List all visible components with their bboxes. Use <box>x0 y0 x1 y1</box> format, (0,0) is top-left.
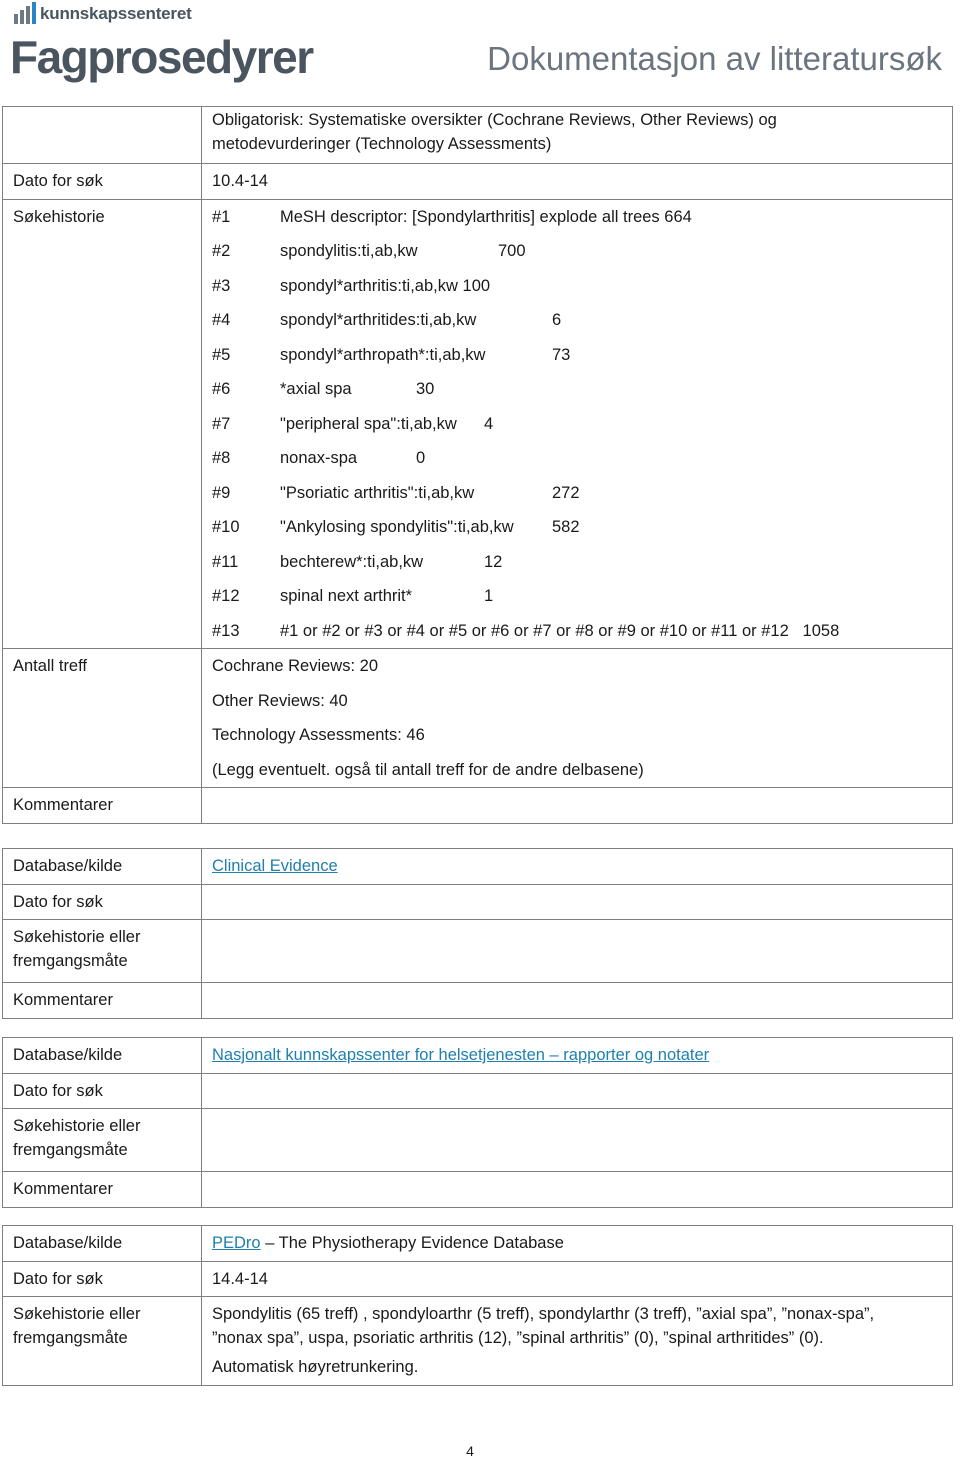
antall-note: (Legg eventuelt. også til antall treff for de andre delbasene) <box>212 760 644 779</box>
pedro-link[interactable]: PEDro <box>212 1234 261 1252</box>
sokehistorie-label-1: Søkehistorie eller <box>13 928 141 946</box>
dato-label: Dato for søk <box>13 1269 103 1288</box>
kommentarer-cell <box>202 788 953 824</box>
query-row: #3 spondyl*arthritis:ti,ab,kw 100 <box>212 276 491 295</box>
kunnskapssenteret-logo <box>14 2 192 24</box>
sokehistorie-label-1: Søkehistorie eller <box>13 1305 141 1323</box>
search-table-2 <box>2 848 953 1019</box>
query-row: #12 spinal next arthrit* 1 <box>212 587 494 605</box>
query-row: #1 MeSH descriptor: [Spondylarthritis] explode all trees 664 <box>212 207 692 226</box>
query-row: #10 "Ankylosing spondylitis":ti,ab,kw 582 <box>212 518 580 536</box>
brand-logo: Fagprosedyrer <box>10 31 313 83</box>
kunnskapssenter-link[interactable]: Nasjonalt kunnskapssenter for helsetjenesten – rapporter og notater <box>212 1046 710 1064</box>
sokehistorie-label-1: Søkehistorie eller <box>13 1117 141 1135</box>
sokehistorie-cell <box>202 1297 953 1386</box>
dato-value: 10.4-14 <box>212 172 268 190</box>
obligatorisk-line-2: metodevurderinger (Technology Assessments) <box>212 134 552 153</box>
antall-technology: Technology Assessments: 46 <box>212 726 425 744</box>
query-row: #2 spondylitis:ti,ab,kw 700 <box>212 242 526 260</box>
antall-label: Antall treff <box>13 657 87 675</box>
sokehistorie-cell <box>202 920 953 983</box>
sokehistorie-line-1: Spondylitis (65 treff) , spondyloarthr (5 treff), spondylarthr (3 treff), ”axial spa”, ”nonax-spa”, <box>212 1305 875 1323</box>
sokehistorie-label-2: fremgangsmåte <box>13 1140 128 1159</box>
query-row: #13 #1 or #2 or #3 or #4 or #5 or #6 or #7 or #8 or #9 or #10 or #11 or #12 1058 <box>212 621 840 640</box>
dato-value: 14.4-14 <box>212 1269 268 1288</box>
clinical-evidence-link[interactable]: Clinical Evidence <box>212 857 338 875</box>
query-row: #5 spondyl*arthropath*:ti,ab,kw 73 <box>212 345 571 364</box>
dato-cell <box>202 884 953 920</box>
obligatorisk-line-1: Obligatorisk: Systematiske oversikter (Cochrane Reviews, Other Reviews) og <box>212 111 777 129</box>
query-row: #4 spondyl*arthritides:ti,ab,kw 6 <box>212 311 562 329</box>
dato-label: Dato for søk <box>13 172 103 190</box>
antall-cochrane: Cochrane Reviews: 20 <box>212 657 378 675</box>
database-label: Database/kilde <box>13 857 123 875</box>
query-row: #8 nonax-spa 0 <box>212 449 426 467</box>
query-row: #6 *axial spa 30 <box>212 380 435 398</box>
empty-label-cell <box>3 107 202 164</box>
pedro-description: – The Physiotherapy Evidence Database <box>260 1234 564 1252</box>
query-row: #9 "Psoriatic arthritis":ti,ab,kw 272 <box>212 483 580 502</box>
antall-other: Other Reviews: 40 <box>212 691 348 710</box>
page-header <box>0 0 960 100</box>
query-row: #11 bechterew*:ti,ab,kw 12 <box>212 552 503 571</box>
sokehistorie-label-2: fremgangsmåte <box>13 951 128 970</box>
database-label: Database/kilde <box>13 1046 123 1064</box>
database-label: Database/kilde <box>13 1234 123 1252</box>
sokehistorie-line-3: Automatisk høyretrunkering. <box>212 1358 419 1376</box>
document-title: Dokumentasjon av litteratursøk <box>487 40 942 77</box>
dato-label: Dato for søk <box>13 892 103 911</box>
page-number: 4 <box>466 1443 474 1459</box>
sokehistorie-label: Søkehistorie <box>13 207 105 226</box>
obligatorisk-cell <box>202 107 953 164</box>
search-table-3 <box>2 1037 953 1208</box>
dato-cell <box>202 1073 953 1109</box>
antall-cell <box>202 649 953 788</box>
sokehistorie-cell <box>202 1109 953 1172</box>
kommentarer-label: Kommentarer <box>13 1180 113 1198</box>
kommentarer-cell <box>202 983 953 1019</box>
dato-label: Dato for søk <box>13 1081 103 1100</box>
query-list <box>202 199 953 649</box>
org-name: kunnskapssenteret <box>40 4 192 23</box>
query-row: #7 "peripheral spa":ti,ab,kw 4 <box>212 414 494 433</box>
logo-bars-icon <box>14 2 36 24</box>
sokehistorie-label-2: fremgangsmåte <box>13 1328 128 1347</box>
sokehistorie-line-2: ”nonax spa”, uspa, psoriatic arthritis (12), ”spinal arthritis” (0), ”spinal arthritides” (0). <box>212 1328 824 1347</box>
kommentarer-cell <box>202 1172 953 1208</box>
kommentarer-label: Kommentarer <box>13 796 113 814</box>
search-table-4 <box>2 1225 953 1386</box>
search-table-1 <box>2 106 953 824</box>
kommentarer-label: Kommentarer <box>13 991 113 1009</box>
